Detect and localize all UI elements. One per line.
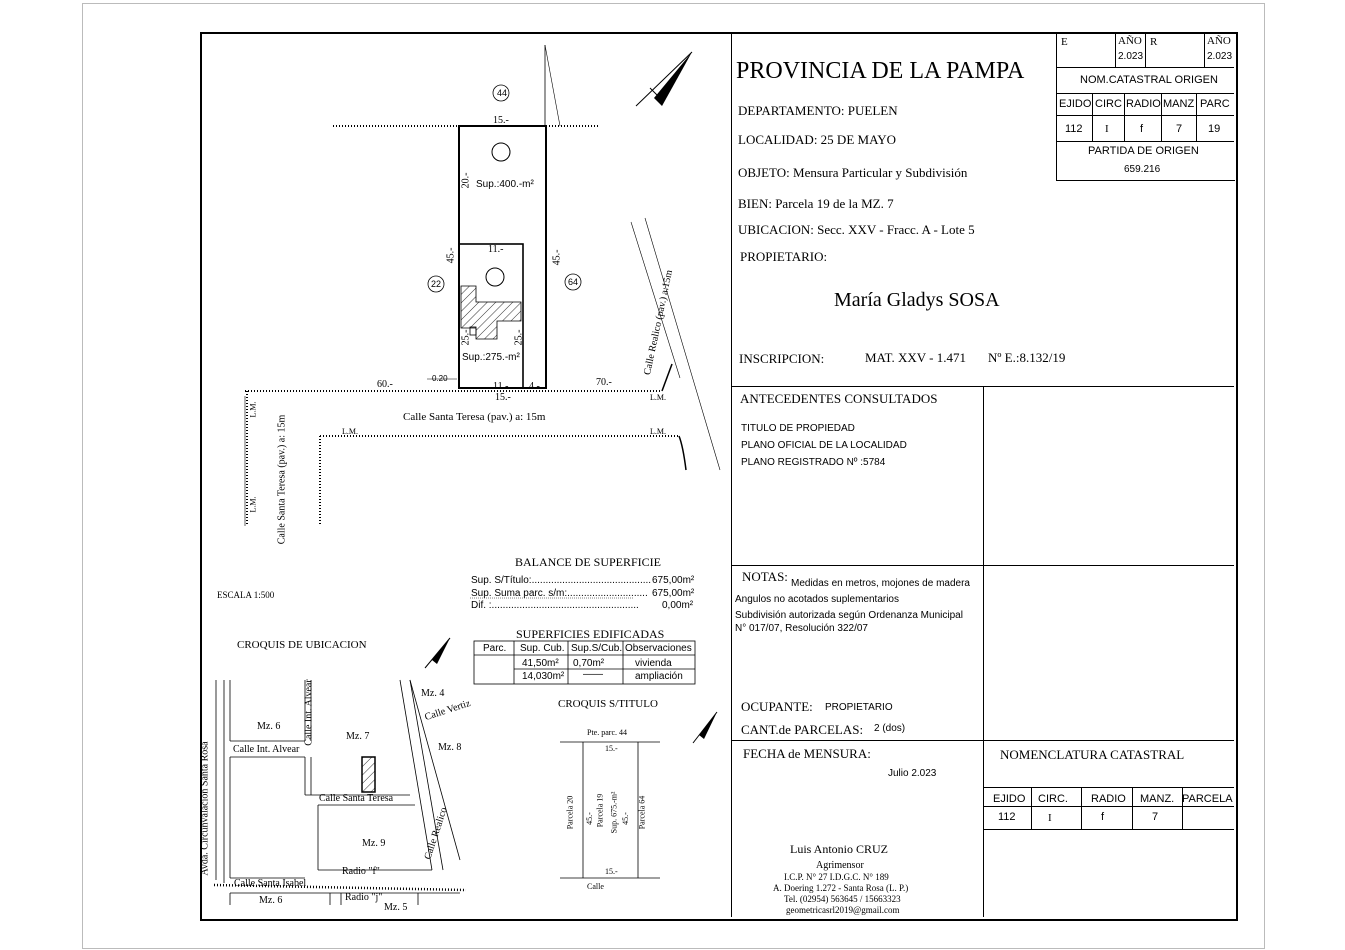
numero-expediente: Nº E.:8.132/19: [988, 350, 1066, 365]
document-title: PROVINCIA DE LA PAMPA: [736, 58, 1025, 84]
calle-int-alvear: Calle Int. Alvear: [233, 744, 300, 755]
edificadas-cell: ——: [583, 669, 603, 680]
calle-santa-teresa: Calle Santa Teresa (pav.) a: 15m: [403, 411, 546, 423]
objeto-label: OBJETO:: [738, 165, 790, 180]
dim-15-bottom: 15.-: [495, 392, 511, 403]
origin-header-parc: PARC: [1200, 98, 1230, 110]
bien: BIEN: Parcela 19 de la MZ. 7: [738, 196, 894, 211]
balance-label: Dif. :.....................................................: [471, 600, 639, 611]
edificadas-cell: 0,70m²: [573, 658, 605, 669]
dim-15-top: 15.-: [605, 744, 618, 753]
origin-value-radio: f: [1140, 123, 1144, 135]
balance-label: Sup. S/Título:...........................................: [471, 575, 652, 586]
mz6-bottom: Mz. 6: [259, 895, 283, 906]
fecha-value: Julio 2.023: [888, 768, 937, 779]
surveyor-email: geometricasrl2019@gmail.com: [786, 905, 900, 915]
lm-label: L.M.: [342, 427, 358, 436]
calle-int-alvear-vertical: Calle Int. Alvear: [303, 679, 315, 746]
dim-45-left-titulo: 45.-: [584, 812, 594, 825]
dim-11-top: 11.-: [488, 244, 504, 255]
parcel-number-44: 44: [497, 88, 508, 98]
mz9: Mz. 9: [362, 838, 386, 849]
localidad: LOCALIDAD: 25 DE MAYO: [738, 132, 897, 147]
nota-line: Subdivisión autorizada según Ordenanza Municipal: [735, 610, 963, 621]
mz7: Mz. 7: [346, 731, 370, 742]
parcela-19-titulo: Parcela 19: [595, 793, 605, 828]
ano-value-2: 2.023: [1207, 51, 1233, 62]
radio-j: Radio "j": [345, 892, 383, 903]
balance-label: Sup. Suma parc. s/m:.............................: [471, 588, 648, 599]
pte-parc-44: Pte. parc. 44: [587, 728, 627, 737]
origin-value-ejido: 112: [1065, 123, 1083, 135]
dim-11-bottom: 11.-: [493, 381, 509, 392]
ocupante-value: PROPIETARIO: [825, 702, 893, 713]
surveyor-name: Luis Antonio CRUZ: [790, 842, 889, 856]
nom-header-ejido: EJIDO: [993, 793, 1026, 805]
sup-titulo: Sup. 675.-m²: [609, 791, 619, 834]
mojon-icon: [486, 268, 504, 286]
dim-25-right: 25.-: [513, 329, 525, 346]
departamento: DEPARTAMENTO: PUELEN: [738, 103, 898, 118]
nom-header-circ: CIRC.: [1038, 793, 1068, 805]
antecedente-item: TITULO DE PROPIEDAD: [741, 423, 855, 434]
mz4: Mz. 4: [421, 688, 445, 699]
e-label: E: [1061, 36, 1068, 48]
lm-label: L.M.: [650, 393, 666, 402]
objeto-value: Mensura Particular y Subdivisión: [793, 165, 968, 180]
lm-label: L.M.: [650, 427, 666, 436]
nom-header-manz: MANZ.: [1140, 793, 1175, 805]
radio-f: Radio "f": [342, 866, 380, 877]
north-arrow-icon: [636, 52, 692, 106]
avda-circunvalacion: Avda. Circunvalación Santa Rosa: [199, 741, 211, 876]
antecedente-item: PLANO OFICIAL DE LA LOCALIDAD: [741, 440, 907, 451]
origin-header-ejido: EJIDO: [1059, 98, 1092, 110]
dim-45-right-titulo: 45.-: [620, 812, 630, 825]
mz8: Mz. 8: [438, 742, 462, 753]
dim-020: 0.20: [432, 374, 448, 383]
surveyor-title: Agrimensor: [816, 860, 864, 871]
dim-20: 20.-: [460, 172, 472, 189]
ano-label-2: AÑO: [1207, 35, 1231, 47]
ocupante-label: OCUPANTE:: [741, 699, 813, 714]
calle-titulo: Calle: [587, 882, 604, 891]
nota-line: Medidas en metros, mojones de madera: [791, 578, 970, 589]
partida-value: 659.216: [1124, 164, 1161, 175]
calle-santa-teresa-vertical: Calle Santa Teresa (pav.) a: 15m: [276, 414, 288, 545]
nom-header-radio: RADIO: [1091, 793, 1126, 805]
origin-header-manz: MANZ: [1163, 98, 1195, 110]
dim-45-left: 45.-: [445, 247, 457, 264]
balance-title: BALANCE DE SUPERFICIE: [515, 555, 662, 569]
edificadas-cell: 41,50m²: [522, 658, 559, 669]
edificadas-cell: ampliación: [635, 671, 683, 682]
lm-label: L.M.: [248, 496, 258, 513]
balance-value: 0,00m²: [662, 600, 694, 611]
edificadas-title: SUPERFICIES EDIFICADAS: [516, 627, 665, 641]
fecha-label: FECHA de MENSURA:: [743, 746, 871, 761]
calle-santa-isabel: Calle Santa Isabel: [234, 878, 307, 889]
surveyor-phone: Tel. (02954) 563645 / 15663323: [784, 894, 901, 904]
mz6-top: Mz. 6: [257, 721, 281, 732]
surveyor-address: A. Doering 1.272 - Santa Rosa (L. P.): [773, 883, 909, 893]
matricula: MAT. XXV - 1.471: [865, 350, 966, 365]
balance-value: 675,00m²: [652, 588, 695, 599]
croquis-titulo-title: CROQUIS S/TITULO: [558, 698, 658, 710]
partida-label: PARTIDA DE ORIGEN: [1088, 145, 1199, 157]
escala: ESCALA 1:500: [217, 590, 275, 600]
ano-value-1: 2.023: [1118, 51, 1144, 62]
parcel-number-22: 22: [431, 279, 442, 289]
calle-realico-croquis: Calle Realico: [422, 806, 450, 861]
dim-60: 60.-: [377, 379, 393, 390]
nom-value-circ: I: [1048, 812, 1052, 824]
sup-275: Sup.:275.-m²: [462, 352, 520, 363]
edificadas-header: Observaciones: [625, 643, 692, 654]
mojon-icon: [492, 143, 510, 161]
dim-25-left: 25.-: [460, 329, 472, 346]
nom-value-manz: 7: [1152, 811, 1159, 823]
nomenclatura-title: NOMENCLATURA CATASTRAL: [1000, 747, 1185, 762]
dim-45-right: 45.-: [551, 249, 563, 266]
cant-parcelas-label: CANT.de PARCELAS:: [741, 722, 864, 737]
parcel-location-marker: [362, 757, 375, 792]
edificadas-header: Parc.: [483, 643, 507, 654]
origin-value-parc: 19: [1208, 123, 1221, 135]
nom-value-ejido: 112: [998, 811, 1016, 823]
inscripcion-label: INSCRIPCION:: [739, 351, 825, 366]
parcela-64: Parcela 64: [637, 795, 647, 830]
notas-label: NOTAS:: [742, 569, 788, 584]
dim-4: 4.-: [529, 381, 540, 392]
parcela-20: Parcela 20: [565, 795, 575, 830]
origin-header-circ: CIRC: [1095, 98, 1122, 110]
propietario-name: María Gladys SOSA: [834, 289, 1000, 311]
propietario-label: PROPIETARIO:: [740, 249, 828, 264]
origin-value-circ: I: [1105, 123, 1109, 135]
parcel-19-outline: [459, 126, 546, 388]
antecedentes-title: ANTECEDENTES CONSULTADOS: [740, 391, 938, 406]
antecedente-item: PLANO REGISTRADO Nº :5784: [741, 457, 886, 468]
ano-label-1: AÑO: [1118, 35, 1142, 47]
dim-15-bottom-titulo: 15.-: [605, 867, 618, 876]
nota-line: N° 017/07, Resolución 322/07: [735, 623, 868, 634]
mz5: Mz. 5: [384, 902, 408, 913]
sup-400: Sup.:400.-m²: [476, 179, 534, 190]
dim-70: 70.-: [596, 377, 612, 388]
north-arrow-icon: [693, 712, 717, 743]
nom-catastral-origen: NOM.CATASTRAL ORIGEN: [1080, 74, 1218, 86]
calle-realico: Calle Realico (pav.) a:15m: [642, 268, 676, 377]
cant-parcelas-value: 2 (dos): [874, 723, 906, 734]
edificadas-cell: vivienda: [635, 658, 672, 669]
nom-value-radio: f: [1101, 811, 1105, 823]
calle-santa-teresa-croquis: Calle Santa Teresa: [319, 793, 394, 804]
balance-value: 675,00m²: [652, 575, 695, 586]
edificadas-header: Sup.S/Cub.: [571, 643, 623, 654]
parcel-number-64: 64: [568, 277, 579, 287]
dim-top: 15.-: [493, 115, 509, 126]
calle-vertiz: Calle Vertiz: [423, 697, 472, 724]
lm-label: L.M.: [248, 401, 258, 418]
surveyor-registration: I.C.P. N° 27 I.D.G.C. N° 189: [784, 872, 889, 882]
north-arrow-icon: [425, 638, 450, 668]
edificadas-cell: 14,030m²: [522, 671, 565, 682]
croquis-ubicacion-title: CROQUIS DE UBICACION: [237, 639, 367, 651]
origin-value-manz: 7: [1176, 123, 1183, 135]
ubicacion: UBICACION: Secc. XXV - Fracc. A - Lote 5: [738, 222, 975, 237]
nom-header-parcela: PARCELA: [1182, 793, 1233, 805]
edificadas-header: Sup. Cub.: [520, 643, 565, 654]
r-label: R: [1150, 36, 1158, 48]
origin-header-radio: RADIO: [1126, 98, 1161, 110]
nota-line: Angulos no acotados suplementarios: [735, 594, 899, 605]
